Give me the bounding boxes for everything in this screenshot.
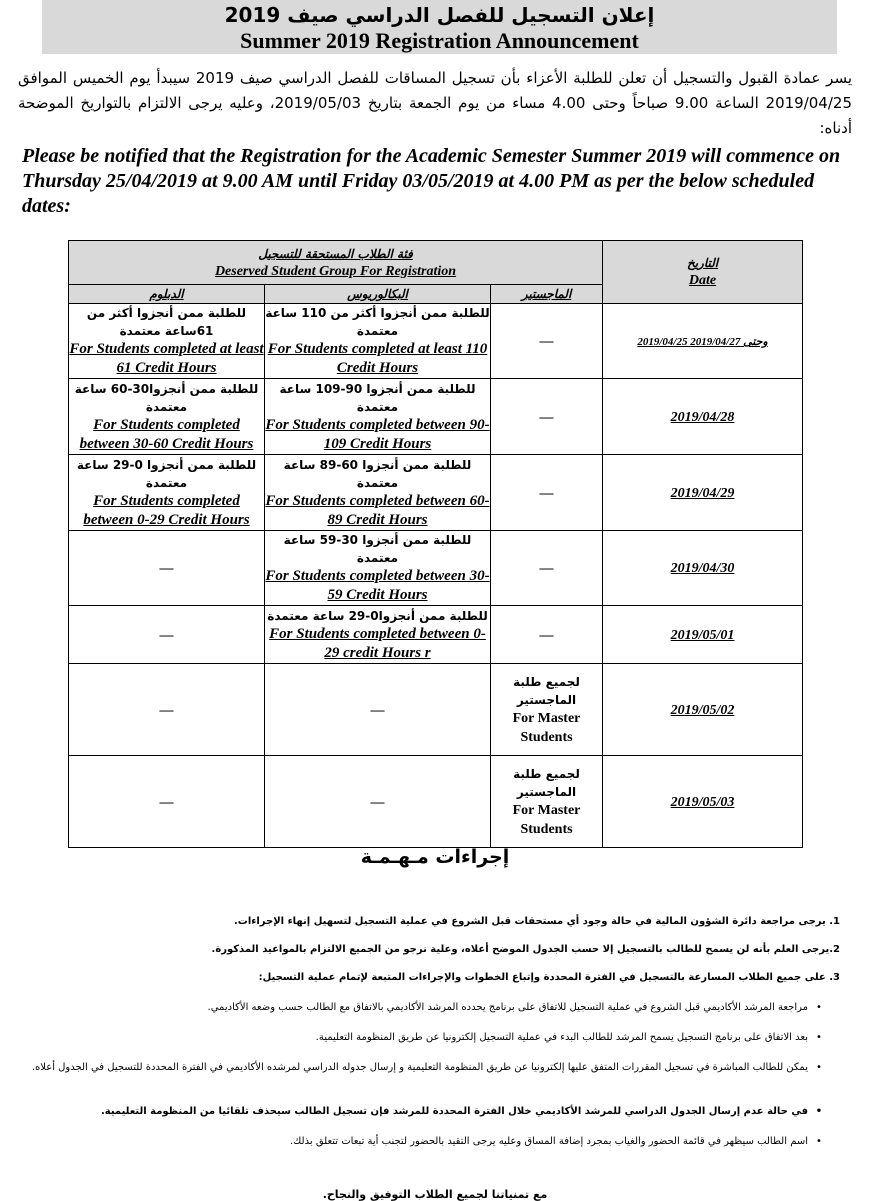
table-row xyxy=(69,664,803,756)
bullet-item: •في حالة عدم إرسال الجدول الدراسي للمرشد الأكاديمي خلال الفترة المحددة للمرشد فإن تسجيل الطالب سيحذف تلقائيا من المنظومة التعليمية. xyxy=(30,1104,830,1120)
bullet-icon: • xyxy=(815,1106,823,1117)
master-cell: لجميع طلبة الماجستير For Master Students xyxy=(491,756,603,848)
bachelor-cell: للطلبة ممن أنجزوا 90-109 ساعة معتمدة For Students completed between 90-109 Credit Hours xyxy=(265,379,491,455)
bachelor-cell: — xyxy=(265,664,491,756)
date-cell: 2019/05/03 xyxy=(603,756,803,848)
group-header: فئة الطلاب المستحقة للتسجيل Deserved Student Group For Registration xyxy=(69,241,603,285)
diploma-cell: للطلبة ممن أنجزوا 0-29 ساعة معتمدة For Students completed between 0-29 Credit Hours xyxy=(69,455,265,531)
table-row xyxy=(69,304,803,379)
bullet-item: •بعد الاتفاق على برنامج التسجيل يسمح المرشد للطالب البدء في عملية التسجيل إلكترونيا عن طريق المنظومة التعليمية. xyxy=(30,1030,830,1046)
table-row xyxy=(69,455,803,531)
procedure-item: 2.يرجى العلم بأنه لن يسمح للطالب بالتسجيل إلا حسب الجدول الموضح أعلاه، وعلية نرجو من الجميع الالتزام بالمواعيد المذكورة. xyxy=(211,944,840,955)
col-master: الماجستير xyxy=(491,285,603,304)
procedure-item: 3. على جميع الطلاب المسارعة بالتسجيل في الفترة المحددة وإتباع الخطوات والإجراءات المتبعة لإتمام عملية التسجيل: xyxy=(258,972,840,983)
bullet-item: •يمكن للطالب المباشرة في تسجيل المقررات المتفق عليها إلكترونيا عن طريق المنظومة التعليمية و إرسال جدوله الدراسي لمرشده الأكاديمي في الفترة المحددة للتسجيل في الجدول أعلاه. xyxy=(30,1060,830,1076)
diploma-cell: للطلبة ممن أنجزوا أكثر من 61ساعة معتمدة For Students completed at least 61 Credit Hours xyxy=(69,304,265,379)
bachelor-cell: — xyxy=(265,756,491,848)
master-cell: — xyxy=(491,304,603,379)
title-arabic: إعلان التسجيل للفصل الدراسي صيف 2019 xyxy=(224,3,655,27)
table-row xyxy=(69,531,803,606)
title-english: Summer 2019 Registration Announcement xyxy=(240,28,639,53)
table-row xyxy=(69,379,803,455)
master-cell: — xyxy=(491,531,603,606)
date-cell: 2019/04/29 xyxy=(603,455,803,531)
master-cell: — xyxy=(491,379,603,455)
master-cell: — xyxy=(491,606,603,664)
bachelor-cell: للطلبة ممن أنجزوا 30-59 ساعة معتمدة For Students completed between 30-59 Credit Hours xyxy=(265,531,491,606)
table-row xyxy=(69,606,803,664)
intro-arabic: يسر عمادة القبول والتسجيل أن تعلن للطلبة الأعزاء بأن تسجيل المساقات للفصل الدراسي صيف 2019 سيبدأ يوم الخميس الموافق 2019/04/25 الساعة 9.00 صباحاً وحتى 4.00 مساء من يوم الجمعة بتاريخ 2019/05/03، وعليه يرجى الالتزام بالتواريخ الموضحة أدناه: xyxy=(18,69,853,137)
bachelor-cell: للطلبة ممن أنجزوا 60-89 ساعة معتمدة For Students completed between 60-89 Credit Hours xyxy=(265,455,491,531)
bullet-icon: • xyxy=(816,1032,822,1043)
diploma-cell: — xyxy=(69,531,265,606)
date-cell: 2019/04/30 xyxy=(603,531,803,606)
date-header: التاريخ Date xyxy=(603,241,803,304)
procedures-title: إجراءات مـهـمـة xyxy=(360,846,510,868)
bachelor-cell: للطلبة ممن أنجزوا أكثر من 110 ساعة معتمدة For Students completed at least 110 Credit Hours xyxy=(265,304,491,379)
diploma-cell: — xyxy=(69,756,265,848)
diploma-cell: — xyxy=(69,664,265,756)
table-row xyxy=(69,756,803,848)
announcement-header xyxy=(42,0,837,54)
date-cell: 2019/04/25 وحتى 2019/04/27 xyxy=(603,304,803,379)
closing-remark: مع تمنياتنا لجميع الطلاب التوفيق والنجاح. xyxy=(322,1188,548,1201)
registration-schedule-table xyxy=(68,240,803,848)
date-cell: 2019/05/02 xyxy=(603,664,803,756)
bullet-icon: • xyxy=(816,1136,822,1147)
date-cell: 2019/04/28 xyxy=(603,379,803,455)
bullet-icon: • xyxy=(816,1002,822,1013)
diploma-cell: — xyxy=(69,606,265,664)
col-bachelor: البكالوريوس xyxy=(265,285,491,304)
date-cell: 2019/05/01 xyxy=(603,606,803,664)
bachelor-cell: للطلبة ممن أنجزوا0-29 ساعة معتمدة For Students completed between 0-29 credit Hours r xyxy=(265,606,491,664)
table-header-row xyxy=(69,241,803,285)
bullet-icon: • xyxy=(816,1062,822,1073)
procedure-item: 1. يرجى مراجعة دائرة الشؤون المالية في حالة وجود أي مستحقات قبل الشروع في عملية التسجيل لتسهيل إنهاء الإجراءات. xyxy=(233,916,840,927)
master-cell: — xyxy=(491,455,603,531)
diploma-cell: للطلبة ممن أنجزوا30-60 ساعة معتمدة For Students completed between 30-60 Credit Hours xyxy=(69,379,265,455)
bullet-item: •اسم الطالب سيظهر في قائمة الحضور والغياب بمجرد إضافة المساق وعليه يرجى التقيد بالحضور لتجنب أية تبعات تتعلق بذلك. xyxy=(30,1134,830,1150)
intro-english: Please be notified that the Registration for the Academic Semester Summer 2019 will commence on Thursday 25/04/2019 at 9.00 AM until Friday 03/05/2019 at 4.00 PM as per the below scheduled dates: xyxy=(22,145,841,217)
bullet-item: •مراجعة المرشد الأكاديمي قبل الشروع في عملية التسجيل للاتفاق على برنامج يحدده المرشد الأكاديمي بالاتفاق مع الطالب حسب وضعه الأكاديمي. xyxy=(30,1000,830,1016)
master-cell: لجميع طلبة الماجستير For Master Students xyxy=(491,664,603,756)
col-diploma: الدبلوم xyxy=(69,285,265,304)
